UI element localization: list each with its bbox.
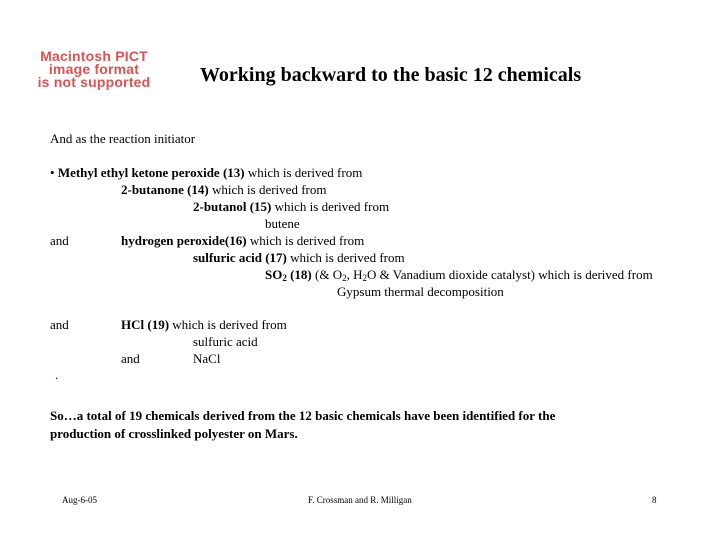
hcl-rest: which is derived from — [169, 317, 287, 332]
summary-line-2: production of crosslinked polyester on Mars. — [50, 426, 298, 441]
footer-page-number: 8 — [652, 495, 657, 505]
pict-line-2: image format — [48, 61, 140, 77]
image-placeholder — [22, 50, 166, 90]
footer-authors: F. Crossman and R. Milligan — [308, 495, 412, 505]
summary-line-1: So…a total of 19 chemicals derived from the 12 basic chemicals have been identified for the — [50, 408, 556, 423]
mekp-rest: which is derived from — [244, 165, 363, 180]
nacl-text: NaCl — [193, 351, 221, 366]
so2-text-1: (& O — [311, 267, 343, 282]
sulfuric-name: sulfuric acid (17) — [193, 250, 287, 265]
stray-dot: . — [55, 367, 59, 382]
butanone-rest: which is derived from — [208, 182, 327, 197]
h2o2-rest: which is derived from — [246, 233, 365, 248]
so2-sub: 2 — [282, 273, 287, 283]
and-label-1: and — [50, 233, 69, 248]
so2-name — [265, 267, 312, 282]
o2-sub: 2 — [342, 273, 347, 283]
footer-date: Aug-6-05 — [62, 495, 97, 505]
h2o-sub: 2 — [362, 273, 367, 283]
h2o2-name: hydrogen peroxide(16) — [121, 233, 247, 248]
and-label-3: and — [121, 351, 140, 366]
so2-line — [265, 267, 653, 283]
pict-line-1: Macintosh PICT — [40, 48, 148, 64]
and-label-2: and — [50, 317, 69, 332]
butanone-name: 2-butanone (14) — [121, 182, 209, 197]
h2o2-line — [121, 233, 364, 249]
butanol-rest: which is derived from — [271, 199, 390, 214]
sulfuric-acid-2: sulfuric acid — [193, 334, 258, 349]
intro-text: And as the reaction initiator — [50, 131, 196, 146]
sulfuric-line — [193, 250, 405, 266]
butanol-line — [193, 199, 389, 215]
so2-main: SO — [265, 267, 283, 282]
page-title: Working backward to the basic 12 chemicals — [200, 64, 582, 86]
mekp-line — [50, 165, 362, 181]
mekp-name: Methyl ethyl ketone peroxide (13) — [57, 165, 245, 180]
butanone-line — [121, 182, 326, 198]
so2-text-3: O & Vanadium dioxide catalyst) which is derived from — [367, 267, 653, 282]
butanol-name: 2-butanol (15) — [193, 199, 272, 214]
hcl-line — [121, 317, 287, 333]
butene-line: butene — [265, 216, 300, 231]
pict-line-3: is not supported — [37, 74, 151, 90]
hcl-name: HCl (19) — [121, 317, 170, 332]
bullet: • — [50, 165, 55, 180]
so2-num: (18) — [286, 267, 312, 282]
gypsum-line: Gypsum thermal decomposition — [337, 284, 504, 299]
so2-text-2: , H — [346, 267, 363, 282]
sulfuric-rest: which is derived from — [286, 250, 405, 265]
